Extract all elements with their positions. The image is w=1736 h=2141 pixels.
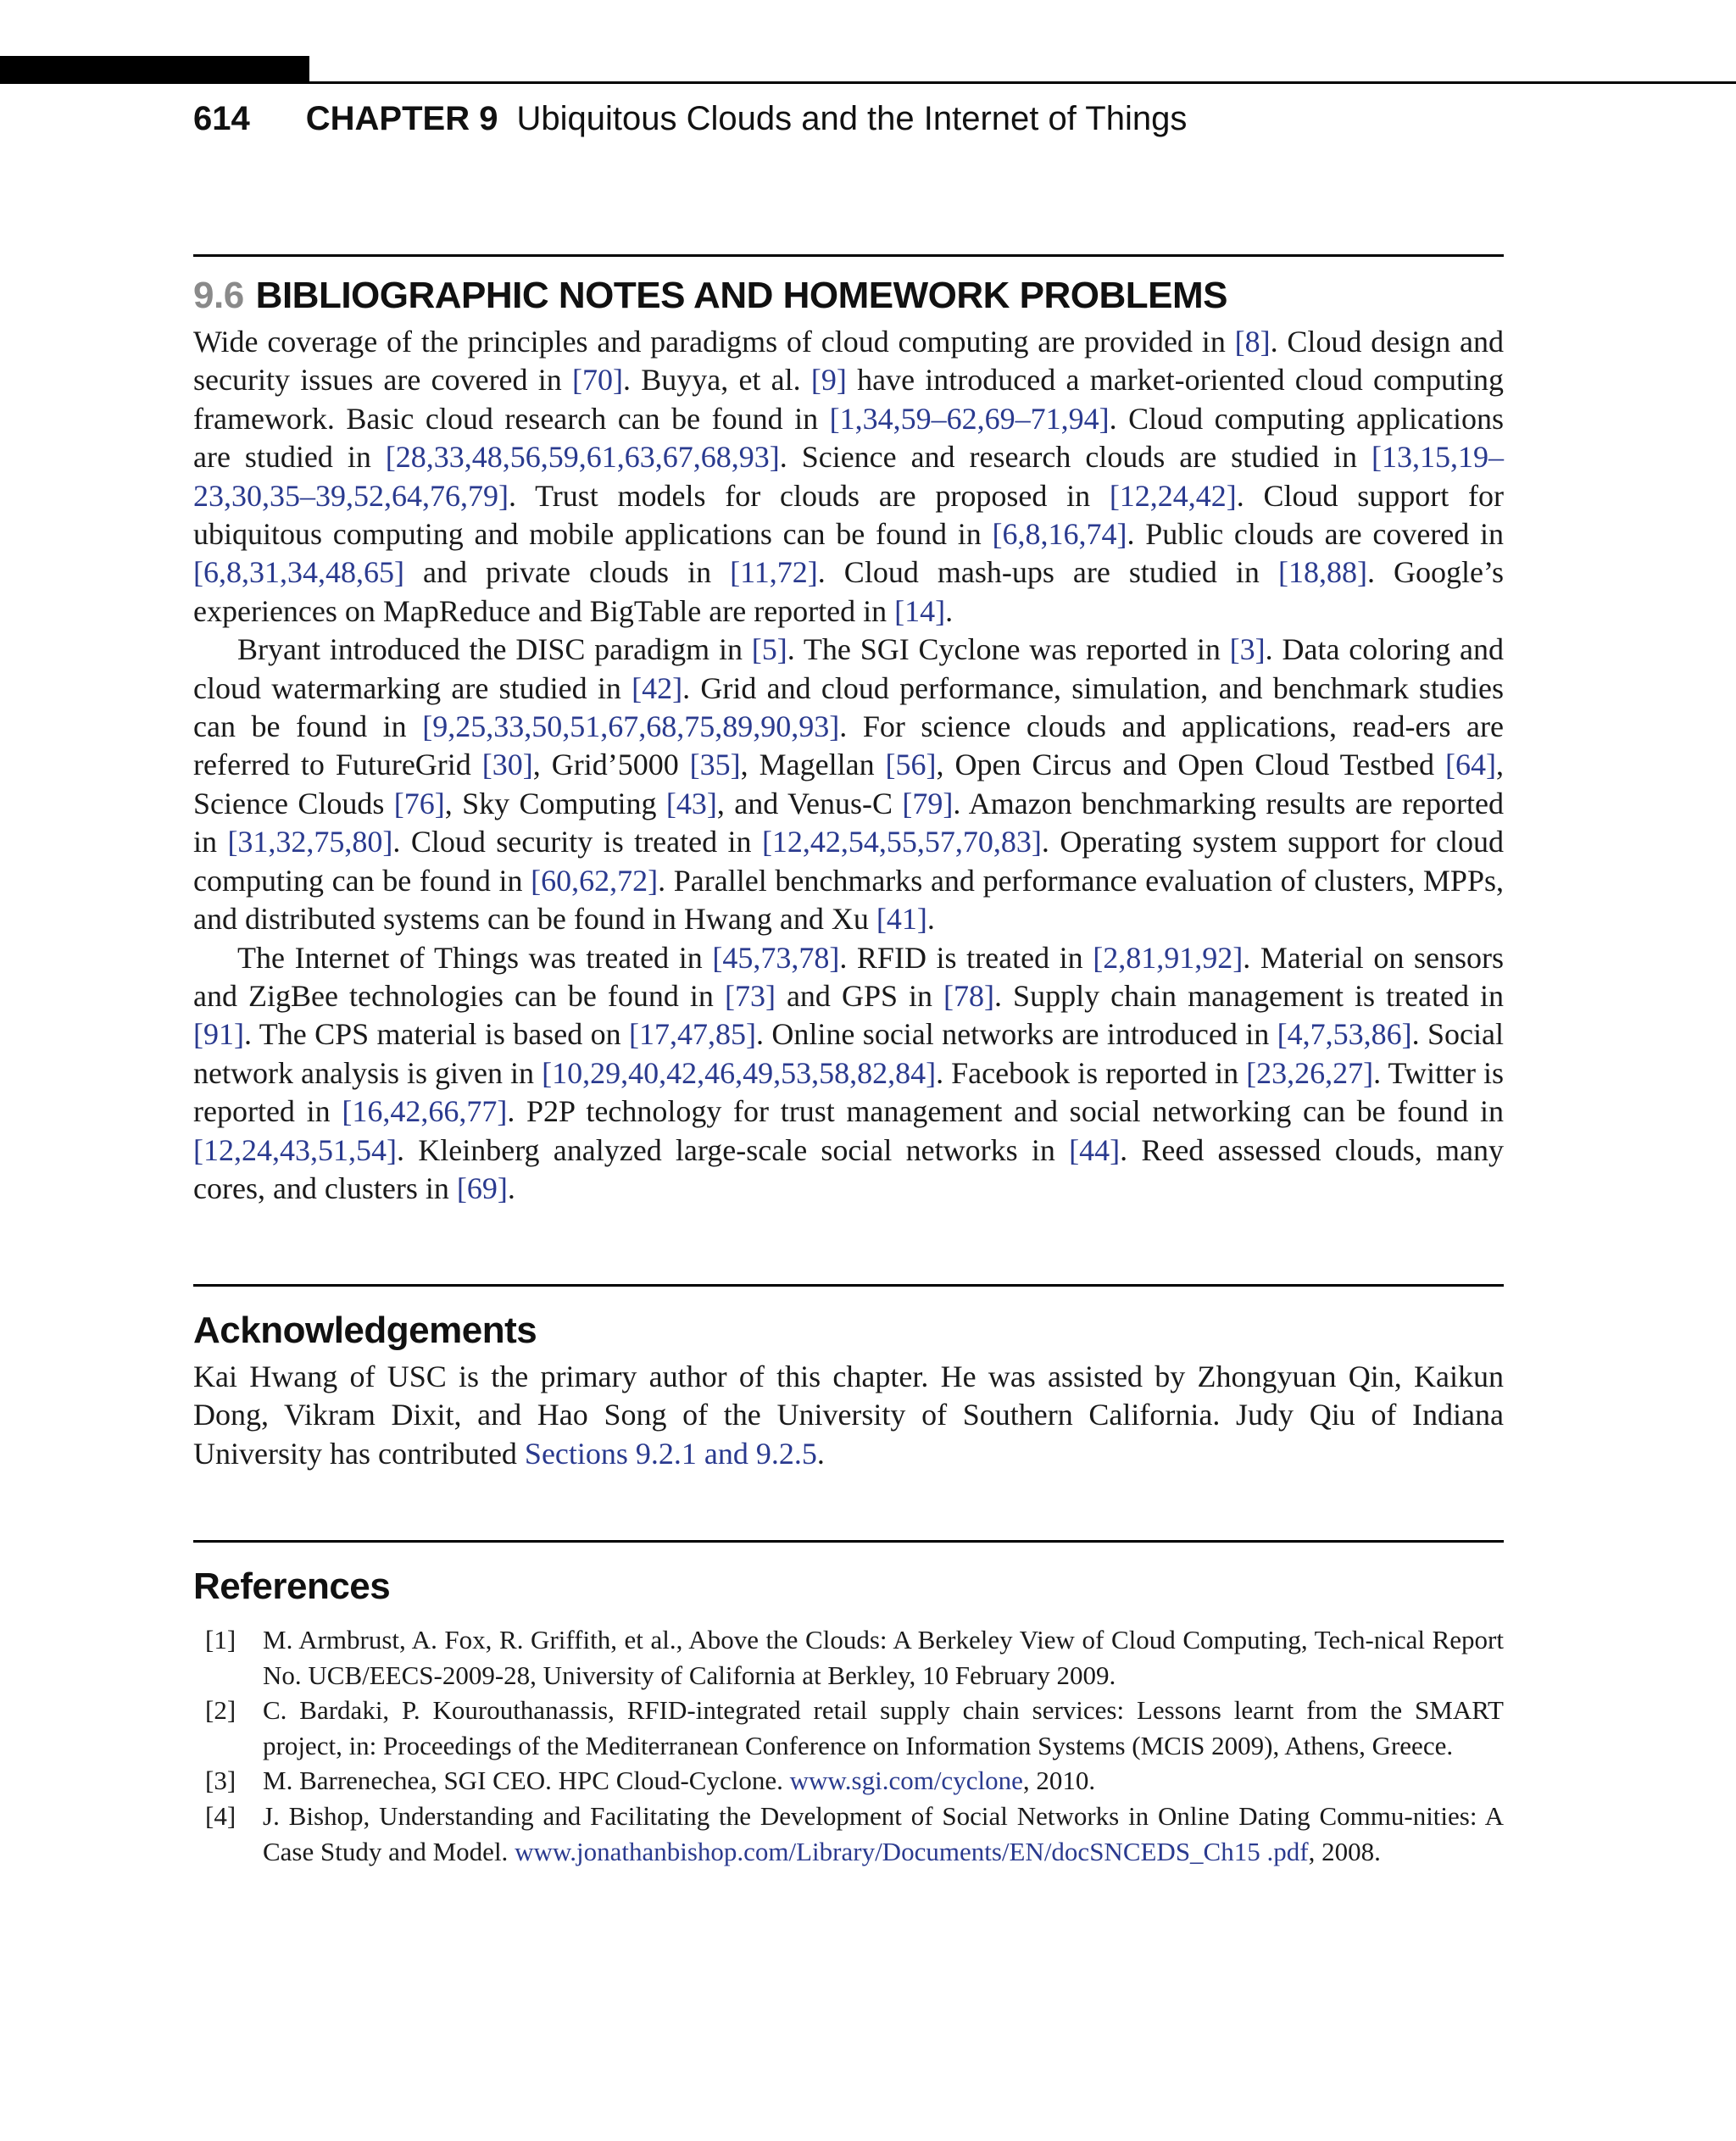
citation-link[interactable]: [60,62,72] [531,863,659,898]
citation-link[interactable]: [45,73,78] [712,940,840,975]
citation-link[interactable]: [17,47,85] [629,1017,757,1052]
reference-text [263,1766,1095,1795]
acknowledgements-section [193,1284,1504,1473]
citation-link[interactable]: [14] [894,593,946,628]
text-run: . The CPS material is based on [243,1017,630,1052]
text-run: . Data coloring and cloud watermarking are studied in [193,632,1504,705]
text-run: . Buyya, et al. [623,363,811,398]
section-rule [193,254,1504,257]
section-heading [193,269,1504,323]
citation-link[interactable]: [2,81,91,92] [1093,940,1244,975]
text-run: . Facebook is reported in [936,1055,1247,1090]
text-run: . [926,902,935,937]
header-black-bar [0,56,309,84]
text-run: . Grid and cloud performance, simulation, and benchmark studies can be found in [193,670,1505,744]
text-run: . Reed assessed clouds, many cores, and clusters in [193,1132,1504,1205]
citation-link[interactable]: [42] [632,670,683,705]
citation-link[interactable]: [70] [572,363,623,398]
text-run: . Kleinberg analyzed large-scale social networks in [396,1132,1070,1167]
text-run: C. Bardaki, P. Kourouthanassis, RFID-integrated retail supply chain services: Lessons learnt from the SMART project, in: Proceedings of the Mediterranean Conference on Information Systems (MCIS 2009), Athens, Greece. [263,1695,1504,1760]
citation-link[interactable]: [9,25,33,50,51,67,68,75,89,90,93] [422,709,840,744]
reference-item [205,1763,1504,1799]
text-run: . Trust models for clouds are proposed in [509,478,1110,513]
chapter-label: CHAPTER 9 [305,99,498,137]
text-run: M. Armbrust, A. Fox, R. Griffith, et al., Above the Clouds: A Berkeley View of Cloud Computing, Tech-nical Report No. UCB/EECS-2009-28, University of California at Berkley, 10 February 2009. [263,1625,1504,1690]
citation-link[interactable]: [6,8,16,74] [992,517,1127,552]
paragraph-2 [193,631,1504,938]
citation-link[interactable]: Sections 9.2.1 and 9.2.5 [524,1436,817,1471]
text-run: . Cloud support for ubiquitous computing and mobile applications can be found in [193,478,1504,552]
text-run: . Online social networks are introduced in [756,1017,1277,1052]
reference-number: [3] [205,1766,236,1796]
references-rule [193,1540,1504,1543]
citation-link[interactable]: www.jonathanbishop.com/Library/Documents/EN/docSNCEDS_Ch15 .pdf [515,1836,1309,1866]
text-run: . Cloud design and security issues are covered in [193,325,1505,398]
citation-link[interactable]: [12,42,54,55,57,70,83] [761,825,1042,859]
citation-link[interactable]: [8] [1234,325,1271,359]
text-run: and GPS in [775,978,944,1013]
citation-link[interactable]: [56] [885,748,937,782]
citation-link[interactable]: [44] [1069,1132,1121,1167]
text-run: , 2008. [1308,1836,1381,1866]
text-run: , Open Circus and Open Cloud Testbed [936,748,1446,782]
text-run: M. Barrenechea, SGI CEO. HPC Cloud-Cyclone. [263,1766,790,1796]
citation-link[interactable]: [91] [193,1017,244,1052]
text-run: Kai Hwang of USC is the primary author of this chapter. He was assisted by Zhongyuan Qin, Kaikun Dong, Vikram Dixit, and Hao Song of the University of Southern California. Judy Qiu of Indiana University has contributed [193,1360,1504,1471]
citation-link[interactable]: [43] [665,786,717,820]
paragraph-1 [193,323,1504,631]
text-run: . Cloud mash-ups are studied in [817,555,1278,590]
text-run: . Amazon benchmarking results are reported in [193,786,1504,859]
citation-link[interactable]: [64] [1445,748,1497,782]
citation-link[interactable]: [76] [393,786,445,820]
citation-link[interactable]: [1,34,59–62,69–71,94] [829,401,1110,436]
reference-item [205,1799,1504,1869]
section-bibliographic-notes [193,254,1504,1208]
citation-link[interactable]: [69] [456,1171,508,1205]
citation-link[interactable]: [12,24,42] [1109,478,1237,513]
text-run: Wide coverage of the principles and paradigms of cloud computing are provided in [193,325,1235,359]
citation-link[interactable]: [11,72] [730,555,818,590]
citation-link[interactable]: [9] [810,363,847,398]
text-run: . [507,1171,515,1205]
citation-link[interactable]: [79] [902,786,954,820]
paragraph-3 [193,939,1504,1209]
references-section [193,1540,1504,1869]
acknowledgements-paragraph [193,1358,1504,1473]
text-run: , Science Clouds [193,748,1505,820]
text-run: . [945,593,954,628]
references-heading: References [193,1565,391,1607]
citation-link[interactable]: [78] [943,978,995,1013]
citation-link[interactable]: [5] [751,632,787,667]
text-run: . Google’s experiences on MapReduce and BigTable are reported in [193,555,1504,628]
text-run: . Cloud computing applications are studied in [193,401,1505,475]
citation-link[interactable]: [35] [689,748,741,782]
citation-link[interactable]: [16,42,66,77] [342,1094,508,1129]
text-run: have introduced a market-oriented cloud computing framework. Basic cloud research can be found in [193,363,1505,436]
references-list [193,1622,1504,1869]
citation-link[interactable]: [6,8,31,34,48,65] [193,555,404,590]
reference-number: [4] [205,1800,236,1831]
reference-text [263,1801,1504,1866]
chapter-title: Ubiquitous Clouds and the Internet of Things [516,99,1188,137]
text-run: , Sky Computing [444,786,666,820]
citation-link[interactable]: [12,24,43,51,54] [193,1132,397,1167]
text-run: J. Bishop, Understanding and Facilitating the Development of Social Networks in Online Dating Commu-nities: A Case Study and Model. [263,1800,1504,1866]
text-run: Bryant introduced the DISC paradigm in [237,632,752,667]
citation-link[interactable]: [18,88] [1277,555,1367,590]
citation-link[interactable]: [4,7,53,86] [1277,1017,1412,1052]
citation-link[interactable]: www.sgi.com/cyclone [789,1766,1023,1796]
section-title: BIBLIOGRAPHIC NOTES AND HOMEWORK PROBLEMS [255,275,1227,316]
text-run: . Material on sensors and ZigBee technologies can be found in [193,940,1504,1013]
reference-item [205,1622,1504,1693]
text-run: . Public clouds are covered in [1127,517,1504,552]
citation-link[interactable]: [3] [1229,632,1266,667]
citation-link[interactable]: [73] [724,978,776,1013]
text-run: , and Venus-C [716,786,903,820]
acknowledgements-heading: Acknowledgements [193,1310,537,1351]
text-run: . P2P technology for trust management and social networking can be found in [507,1094,1504,1129]
text-run: . RFID is treated in [839,940,1093,975]
text-run: , 2010. [1022,1766,1096,1796]
text-run: . Parallel benchmarks and performance evaluation of clusters, MPPs, and distributed systems can be found in Hwang and Xu [193,863,1504,937]
text-run: . Twitter is reported in [193,1055,1504,1129]
citation-link[interactable]: [28,33,48,56,59,61,63,67,68,93] [385,440,780,475]
text-run: . Cloud security is treated in [392,825,762,859]
citation-link[interactable]: [30] [481,748,533,782]
text-run: , Grid’5000 [532,748,690,782]
citation-link[interactable]: [41] [876,902,927,937]
text-run: . Supply chain management is treated in [994,978,1504,1013]
text-run: . [816,1436,825,1471]
reference-text [263,1625,1504,1690]
text-run: . Social network analysis is given in [193,1017,1505,1090]
reference-number: [1] [205,1625,236,1654]
reference-item [205,1693,1504,1763]
text-run: . Science and research clouds are studied in [779,440,1372,475]
text-run: The Internet of Things was treated in [237,940,713,975]
text-run: . For science clouds and applications, read-ers are referred to FutureGrid [193,709,1504,782]
reference-number: [2] [205,1695,236,1726]
citation-link[interactable]: [10,29,40,42,46,49,53,58,82,84] [542,1055,937,1090]
reference-text [263,1695,1504,1760]
page-number: 614 [193,99,250,137]
text-run: and private clouds in [403,555,731,590]
citation-link[interactable]: [13,15,19–23,30,35–39,52,64,76,79] [193,440,1504,513]
header-rule [309,81,1736,84]
running-head [193,93,1187,144]
citation-link[interactable]: [31,32,75,80] [227,825,393,859]
text-run: . The SGI Cyclone was reported in [787,632,1230,667]
acknowledgements-rule [193,1284,1504,1287]
text-run: , Magellan [740,748,886,782]
text-run: . Operating system support for cloud computing can be found in [193,825,1504,898]
section-number: 9.6 [193,275,244,316]
citation-link[interactable]: [23,26,27] [1246,1055,1374,1090]
